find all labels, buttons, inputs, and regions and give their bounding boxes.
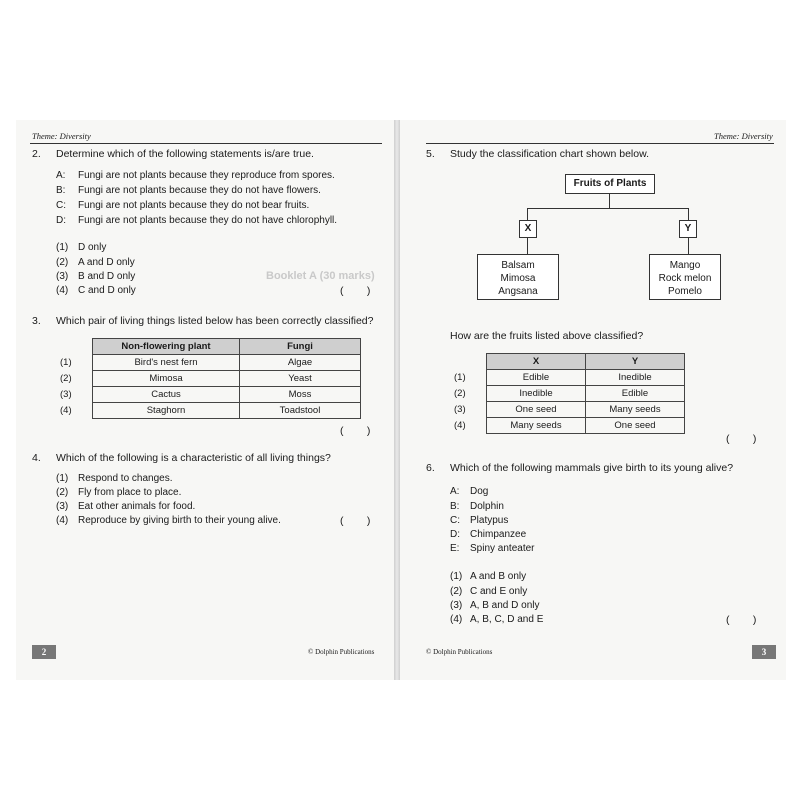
row-number: (4) (454, 420, 466, 431)
option-text[interactable]: D only (78, 242, 107, 253)
chart-item: Pomelo (668, 286, 702, 297)
chart-connector (688, 238, 689, 254)
table-cell: Many seeds (586, 402, 685, 418)
statement-label: D: (56, 215, 66, 226)
option-text[interactable]: Reproduce by giving birth to their young alive. (78, 515, 281, 526)
left-page (16, 120, 394, 680)
option-number: (4) (56, 285, 69, 296)
table-cell: Mimosa (93, 371, 240, 387)
table-cell: Inedible (586, 370, 685, 386)
animal-label: D: (450, 529, 460, 540)
animal-text: Dog (470, 486, 489, 497)
publisher-footer: © Dolphin Publications (426, 648, 493, 656)
chart-item: Angsana (498, 286, 538, 297)
table-cell: Many seeds (487, 418, 586, 434)
question-2-text: Determine which of the following statements is/are true. (56, 148, 314, 160)
question-3-text: Which pair of living things listed below has been correctly classified? (56, 315, 374, 327)
chart-x-items-box (477, 254, 559, 300)
option-number: (3) (56, 271, 69, 282)
option-number: (1) (450, 571, 463, 582)
chart-y-items-box (649, 254, 721, 300)
row-number: (3) (454, 404, 466, 415)
option-text[interactable]: Eat other animals for food. (78, 501, 196, 512)
theme-label: Theme: Diversity (714, 131, 773, 141)
answer-brackets[interactable]: ( ) (726, 614, 757, 626)
header-rule (426, 143, 774, 144)
answer-brackets[interactable]: ( ) (340, 515, 371, 527)
statement-text: Fungi are not plants because they do not have flowers. (78, 185, 321, 196)
option-text[interactable]: A, B and D only (470, 600, 540, 611)
statement-text: Fungi are not plants because they do not have chlorophyll. (78, 215, 338, 226)
table-row (56, 355, 361, 371)
answer-brackets[interactable]: ( ) (340, 285, 371, 297)
animal-text: Chimpanzee (470, 529, 527, 540)
chart-x-box: X (519, 220, 537, 238)
animal-text: Dolphin (470, 501, 504, 512)
table-cell: Edible (586, 386, 685, 402)
table-cell: Cactus (93, 387, 240, 403)
option-text[interactable]: A, B, C, D and E (470, 614, 544, 625)
table-row (56, 403, 361, 419)
option-text[interactable]: C and E only (470, 586, 528, 597)
option-number: (4) (56, 515, 69, 526)
table-row (450, 418, 685, 434)
publisher-footer: © Dolphin Publications (308, 648, 375, 656)
option-number: (1) (56, 473, 69, 484)
table-cell: One seed (586, 418, 685, 434)
table-cell: Moss (240, 387, 361, 403)
table-cell: Bird's nest fern (93, 355, 240, 371)
question-3-number: 3. (32, 315, 41, 327)
bleed-through-text: Booklet A (30 marks) (266, 270, 375, 282)
row-number: (1) (454, 372, 466, 383)
chart-connector (527, 238, 528, 254)
statement-text: Fungi are not plants because they do not bear fruits. (78, 200, 310, 211)
column-header: Fungi (240, 339, 361, 355)
table-corner (56, 339, 93, 355)
option-number: (3) (56, 501, 69, 512)
table-corner (450, 354, 487, 370)
header-rule (30, 143, 382, 144)
table-cell: One seed (487, 402, 586, 418)
option-number: (2) (450, 586, 463, 597)
page-number: 2 (32, 645, 56, 659)
chart-connector (527, 208, 689, 209)
statement-label: B: (56, 185, 66, 196)
chart-item: Balsam (501, 260, 535, 271)
option-number: (4) (450, 614, 463, 625)
option-number: (3) (450, 600, 463, 611)
chart-connector (609, 194, 610, 208)
table-cell: Edible (487, 370, 586, 386)
table-row (450, 370, 685, 386)
chart-y-box: Y (679, 220, 697, 238)
statement-label: C: (56, 200, 66, 211)
option-text[interactable]: Fly from place to place. (78, 487, 182, 498)
row-number: (2) (454, 388, 466, 399)
animal-text: Spiny anteater (470, 543, 535, 554)
row-number: (1) (60, 357, 72, 368)
table-cell: Staghorn (93, 403, 240, 419)
table-cell: Inedible (487, 386, 586, 402)
question-5-text: Study the classification chart shown below. (450, 148, 650, 160)
chart-item: Mimosa (500, 273, 536, 284)
table-cell: Yeast (240, 371, 361, 387)
chart-connector (688, 208, 689, 220)
table-row (56, 387, 361, 403)
row-number: (2) (60, 373, 72, 384)
table-row (450, 386, 685, 402)
question-6-text: Which of the following mammals give birth to its young alive? (450, 462, 734, 474)
column-header: X (487, 354, 586, 370)
row-number: (4) (60, 405, 72, 416)
table-row (450, 402, 685, 418)
option-text[interactable]: Respond to changes. (78, 473, 173, 484)
classification-answer-table (450, 353, 685, 434)
animal-label: E: (450, 543, 460, 554)
classification-table (56, 338, 361, 419)
table-row (56, 371, 361, 387)
book-spread (16, 120, 786, 680)
question-4-number: 4. (32, 452, 41, 464)
question-5-number: 5. (426, 148, 435, 160)
animal-label: C: (450, 515, 460, 526)
animal-label: A: (450, 486, 460, 497)
option-number: (1) (56, 242, 69, 253)
column-header: Y (586, 354, 685, 370)
question-6-number: 6. (426, 462, 435, 474)
question-5-subquestion: How are the fruits listed above classified? (450, 330, 644, 342)
column-header: Non-flowering plant (93, 339, 240, 355)
question-2-number: 2. (32, 148, 41, 160)
option-text[interactable]: C and D only (78, 285, 136, 296)
right-page (400, 120, 786, 680)
table-header-row (450, 354, 685, 370)
chart-root-box: Fruits of Plants (565, 174, 655, 194)
chart-item: Rock melon (658, 273, 712, 284)
option-text[interactable]: A and B only (470, 571, 527, 582)
row-number: (3) (60, 389, 72, 400)
option-text[interactable]: A and D only (78, 257, 135, 268)
chart-connector (527, 208, 528, 220)
animal-text: Platypus (470, 515, 509, 526)
table-header-row (56, 339, 361, 355)
page-number: 3 (752, 645, 776, 659)
animal-label: B: (450, 501, 460, 512)
table-cell: Algae (240, 355, 361, 371)
answer-brackets[interactable]: ( ) (726, 433, 757, 445)
option-number: (2) (56, 257, 69, 268)
statement-label: A: (56, 170, 66, 181)
answer-brackets[interactable]: ( ) (340, 425, 371, 437)
theme-label: Theme: Diversity (32, 131, 91, 141)
option-number: (2) (56, 487, 69, 498)
question-4-text: Which of the following is a characteristic of all living things? (56, 452, 331, 464)
option-text[interactable]: B and D only (78, 271, 136, 282)
chart-item: Mango (669, 260, 701, 271)
statement-text: Fungi are not plants because they reproduce from spores. (78, 170, 335, 181)
table-cell: Toadstool (240, 403, 361, 419)
